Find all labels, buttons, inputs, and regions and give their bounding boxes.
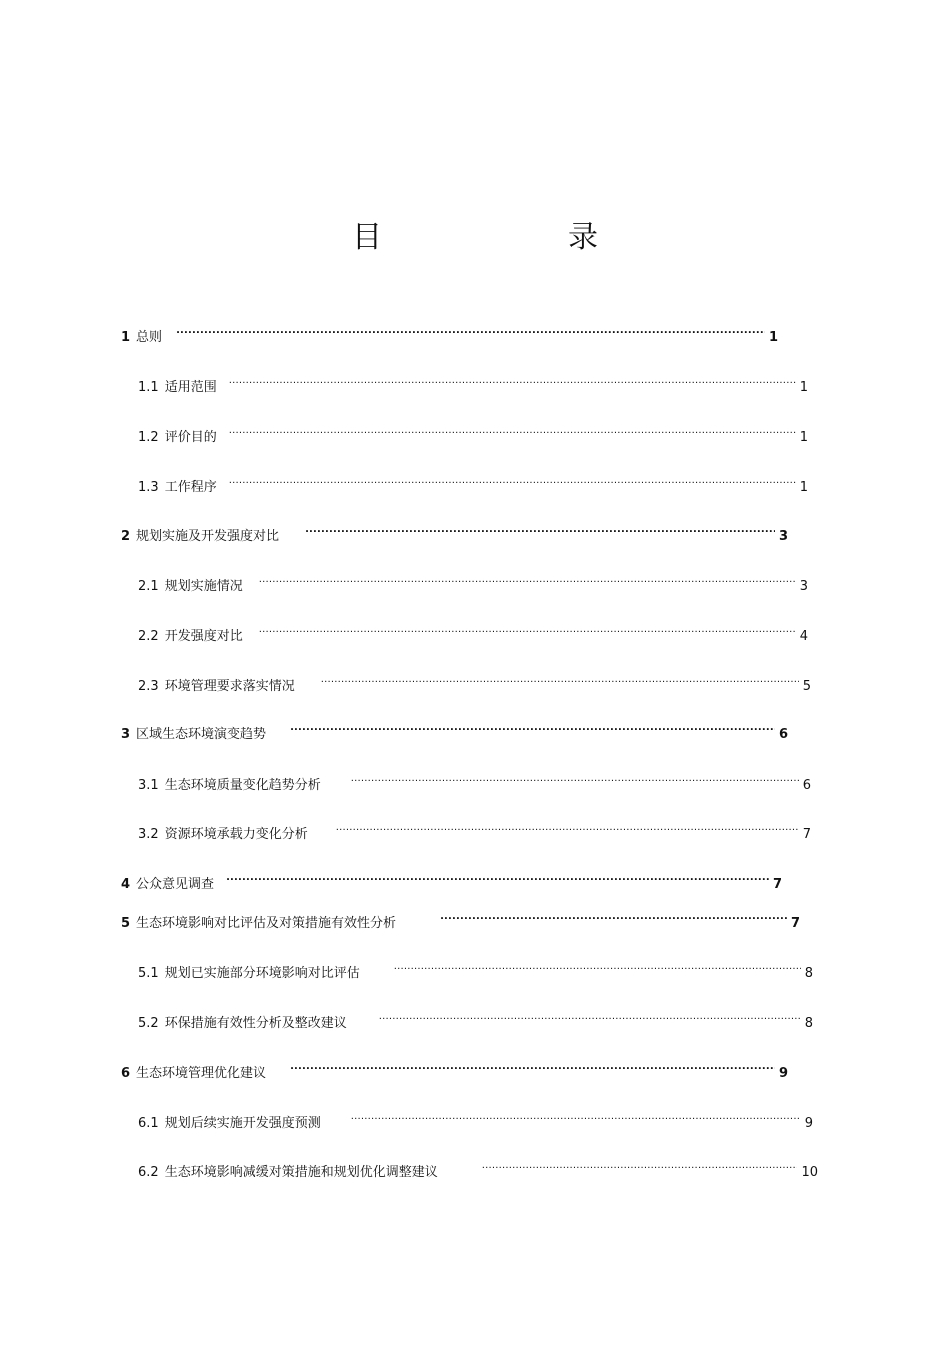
toc-leader xyxy=(259,620,796,640)
toc-number: 5.2 xyxy=(138,1016,159,1031)
toc-number: 2.1 xyxy=(138,579,159,594)
toc-entry-6[interactable] xyxy=(121,1057,788,1081)
toc-leader xyxy=(259,570,796,590)
toc-entry-3-1[interactable] xyxy=(138,769,811,793)
toc-label: 环境管理要求落实情况 xyxy=(164,679,295,694)
toc-entry-1-2[interactable] xyxy=(138,421,808,445)
toc-number: 2 xyxy=(121,529,131,544)
toc-label: 工作程序 xyxy=(164,480,217,495)
toc-number: 1 xyxy=(121,330,131,345)
toc-page: 8 xyxy=(804,966,813,981)
toc-leader xyxy=(229,471,796,491)
toc-number: 5 xyxy=(121,916,131,931)
toc-leader xyxy=(351,769,799,789)
toc-label: 公众意见调查 xyxy=(136,877,215,892)
toc-leader xyxy=(321,670,799,690)
toc-label: 开发强度对比 xyxy=(164,629,243,644)
toc-entry-3-2[interactable] xyxy=(138,818,811,842)
toc-entry-5-1[interactable] xyxy=(138,957,813,981)
toc-page: 3 xyxy=(778,529,788,544)
toc-page: 9 xyxy=(804,1116,813,1131)
toc-leader xyxy=(229,421,796,441)
toc-entry-6-1[interactable] xyxy=(138,1107,813,1131)
toc-leader xyxy=(440,907,787,927)
toc-page: 9 xyxy=(778,1066,788,1081)
toc-label: 生态环境影响对比评估及对策措施有效性分析 xyxy=(136,916,397,931)
toc-number: 3.1 xyxy=(138,778,159,793)
toc-page: 1 xyxy=(799,480,808,495)
toc-number: 2.2 xyxy=(138,629,159,644)
toc-entry-2-3[interactable] xyxy=(138,670,811,694)
toc-entry-5[interactable] xyxy=(121,907,800,931)
toc-leader xyxy=(394,957,801,977)
toc-leader xyxy=(336,818,799,838)
toc-page: 1 xyxy=(768,330,778,345)
toc-leader xyxy=(290,1057,775,1077)
toc-page: 7 xyxy=(802,827,811,842)
toc-label: 规划实施情况 xyxy=(164,579,243,594)
toc-label: 规划后续实施开发强度预测 xyxy=(164,1116,321,1131)
toc-label: 生态环境管理优化建议 xyxy=(136,1066,267,1081)
toc-entry-6-2[interactable] xyxy=(138,1156,818,1180)
toc-number: 2.3 xyxy=(138,679,159,694)
toc-entry-1-1[interactable] xyxy=(138,371,808,395)
toc-leader xyxy=(379,1007,801,1027)
toc-number: 4 xyxy=(121,877,131,892)
toc-page: 8 xyxy=(804,1016,813,1031)
toc-label: 规划已实施部分环境影响对比评估 xyxy=(164,966,360,981)
toc-entry-4[interactable] xyxy=(121,868,782,892)
toc-page: 6 xyxy=(802,778,811,793)
toc-page: 6 xyxy=(778,727,788,742)
toc-number: 1.1 xyxy=(138,380,159,395)
toc-label: 资源环境承载力变化分析 xyxy=(164,827,308,842)
toc-label: 规划实施及开发强度对比 xyxy=(136,529,280,544)
toc-leader xyxy=(290,718,775,738)
toc-entry-5-2[interactable] xyxy=(138,1007,813,1031)
toc-entry-1-3[interactable] xyxy=(138,471,808,495)
toc-label: 生态环境质量变化趋势分析 xyxy=(164,778,321,793)
toc-label: 环保措施有效性分析及整改建议 xyxy=(164,1016,347,1031)
toc-page: 1 xyxy=(799,380,808,395)
toc-entry-1[interactable] xyxy=(121,321,778,345)
toc-entry-2[interactable] xyxy=(121,520,788,544)
toc-leader xyxy=(482,1156,798,1176)
toc-number: 6.1 xyxy=(138,1116,159,1131)
toc-page: 7 xyxy=(790,916,800,931)
toc-label: 适用范围 xyxy=(164,380,217,395)
toc-number: 1.2 xyxy=(138,430,159,445)
toc-number: 6.2 xyxy=(138,1165,159,1180)
toc-title: 目 录 xyxy=(352,220,676,255)
toc-leader xyxy=(176,321,765,341)
toc-page: 1 xyxy=(799,430,808,445)
toc-leader xyxy=(305,520,775,540)
toc-number: 3 xyxy=(121,727,131,742)
toc-number: 1.3 xyxy=(138,480,159,495)
toc-label: 区域生态环境演变趋势 xyxy=(136,727,267,742)
toc-entry-2-1[interactable] xyxy=(138,570,808,594)
toc-page: 4 xyxy=(799,629,808,644)
toc-label: 总则 xyxy=(136,330,163,345)
toc-leader xyxy=(229,371,796,391)
toc-page: 10 xyxy=(801,1165,818,1180)
toc-page: 5 xyxy=(802,679,811,694)
toc-entry-2-2[interactable] xyxy=(138,620,808,644)
toc-page: 7 xyxy=(772,877,782,892)
toc-leader xyxy=(351,1107,801,1127)
toc-leader xyxy=(226,868,769,888)
toc-page: 3 xyxy=(799,579,808,594)
toc-label: 评价目的 xyxy=(164,430,217,445)
toc-number: 5.1 xyxy=(138,966,159,981)
toc-number: 3.2 xyxy=(138,827,159,842)
toc-entry-3[interactable] xyxy=(121,718,788,742)
toc-number: 6 xyxy=(121,1066,131,1081)
toc-label: 生态环境影响减缓对策措施和规划优化调整建议 xyxy=(164,1165,438,1180)
